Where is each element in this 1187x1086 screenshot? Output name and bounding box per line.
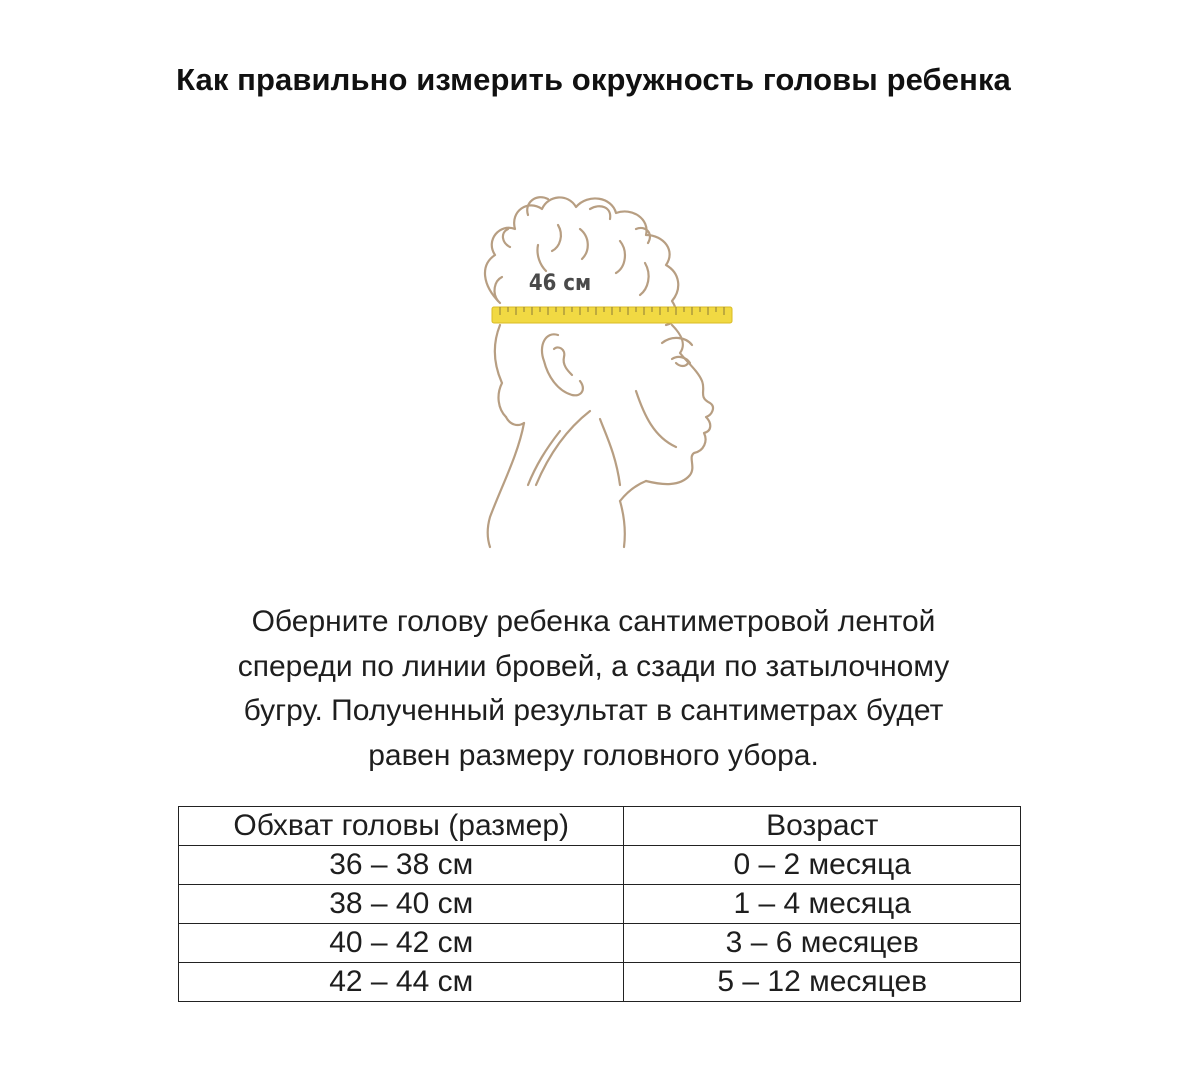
header-head-circumference: Обхват головы (размер)	[179, 807, 624, 846]
cell-size: 36 – 38 см	[179, 846, 624, 885]
instructions-line: бугру. Полученный результат в сантиметрах будет	[243, 694, 944, 727]
ear	[542, 334, 583, 395]
size-table	[178, 806, 1021, 1002]
cell-age: 3 – 6 месяцев	[624, 924, 1021, 963]
table-row	[179, 924, 1021, 963]
cell-age: 5 – 12 месяцев	[624, 963, 1021, 1002]
table-row	[179, 846, 1021, 885]
table-row	[179, 963, 1021, 1002]
table-row	[179, 885, 1021, 924]
cell-age: 1 – 4 месяца	[624, 885, 1021, 924]
instructions-line: спереди по линии бровей, а сзади по затылочному	[237, 649, 950, 683]
instructions-line: Оберните голову ребенка сантиметровой лентой	[251, 605, 936, 638]
header-age: Возраст	[624, 807, 1021, 846]
hair-outline	[485, 197, 678, 325]
face-profile	[646, 325, 713, 484]
table-header-row	[179, 807, 1021, 846]
instructions-text	[0, 600, 1187, 778]
cell-size: 38 – 40 см	[179, 885, 624, 924]
cell-age: 0 – 2 месяца	[624, 846, 1021, 885]
page-title: Как правильно измерить окружность головы ребенка	[176, 62, 1011, 97]
tape-measurement-label: 46 см	[528, 271, 592, 296]
child-head-illustration	[440, 185, 760, 555]
measuring-tape	[492, 307, 732, 323]
cell-size: 40 – 42 см	[179, 924, 624, 963]
cell-size: 42 – 44 см	[179, 963, 624, 1002]
instructions-line: равен размеру головного убора.	[368, 738, 819, 772]
